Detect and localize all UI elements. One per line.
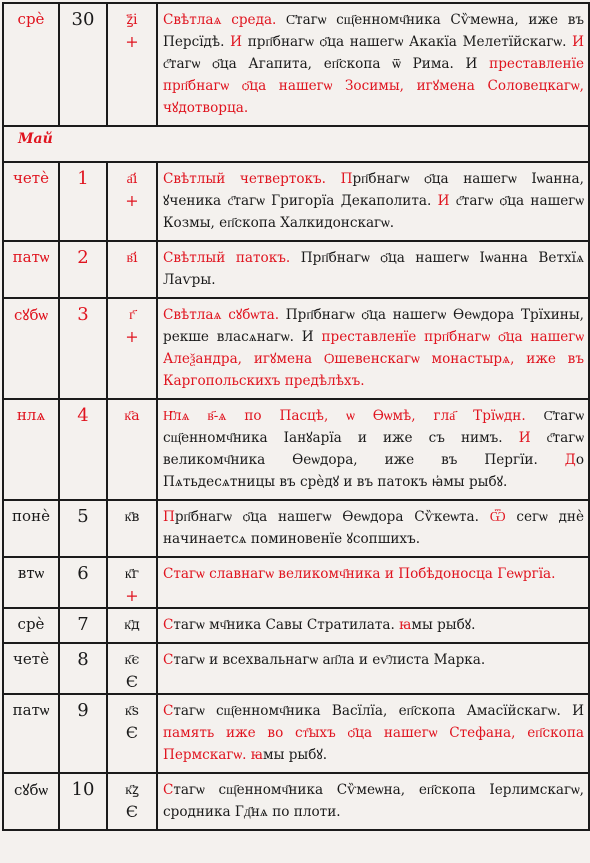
commemoration-cell [157,557,589,608]
church-date-cell [107,399,157,500]
commemoration-cell [157,643,589,694]
church-date-cell [107,694,157,773]
church-numeral: к҃г [124,566,140,582]
commemoration-text: с҃тагѡ ѻ҃ца Агапита, еп҃скопа ѿ Рима. И [163,56,490,72]
commemoration-text: тагѡ сщ҃енномч҃ника Сѷмеѡна, еп҃скопа Іерлимскагѡ, сродника Гд҃нѧ по плоти. [163,782,584,820]
church-numeral: к҃є [124,652,140,668]
date-number-cell: 10 [59,773,107,830]
commemoration-text: Д [564,452,576,468]
commemoration-text: С҃тагѡ сщ҃енномч҃ника Сѷмеѡна, иже въ Персїдѣ. [163,12,584,50]
church-date-cell [107,162,157,241]
commemoration-text: И [437,193,456,209]
commemoration-text: С҃тагѡ сщ҃енномч҃ника Іанꙋарїа и иже съ нимъ. [163,408,584,446]
commemoration-text: И [230,34,248,50]
commemoration-text: И [572,703,584,719]
date-number-cell: 4 [59,399,107,500]
feast-sign-icon: + [125,191,139,210]
commemoration-text: П [163,509,175,525]
commemoration-text: ꙗ [250,747,263,763]
commemoration-text: тагѡ мч҃ника Савы Стратилата. [173,617,400,633]
church-date-cell [107,500,157,557]
weekday-cell: патѡ [3,694,59,773]
calendar-body [3,3,589,830]
commemoration-cell [157,3,589,126]
church-date-cell [107,3,157,126]
commemoration-text: Прп҃бнагѡ ѻ҃ца нашегѡ Ѳеѡдора Трїхины, рекше власѧнагѡ. И [163,307,584,345]
menologion-table [2,2,590,831]
feast-sign-icon: Є [125,672,139,691]
commemoration-text: Свѣтлаѧ сꙋбѡта. [163,307,286,323]
feast-sign-icon: + [125,327,139,346]
weekday-cell: сꙋбѡ [3,773,59,830]
month-label: Май [3,126,589,162]
date-number-cell: 6 [59,557,107,608]
commemoration-text: с҃тагѡ ѻ҃ца нашегѡ Козмы, еп҃скопа Халкидонскагѡ. [163,193,584,231]
commemoration-text: память иже во ст҃ыхъ ѻ҃ца нашегѡ Стефана, еп҃скопа Пермскагѡ. [163,725,584,763]
date-number-cell: 7 [59,608,107,643]
commemoration-text: П [340,171,353,187]
church-numeral: а҃і [126,171,138,187]
commemoration-text: С [163,652,174,668]
date-number-cell: 1 [59,162,107,241]
commemoration-cell [157,399,589,500]
weekday-cell: четѐ [3,643,59,694]
church-date-cell [107,298,157,399]
calendar-row [3,608,589,643]
calendar-row [3,643,589,694]
commemoration-text: мы рыбꙋ. [411,617,476,633]
commemoration-text: рп҃бнагѡ ѻ҃ца нашегѡ Ѳеѡдора Сѷкеѡта. [174,509,490,525]
commemoration-text: преставленїе прп҃бнагѡ ѻ҃ца нашегѡ Алеѯандра, игꙋмена Ѻшевенскагѡ монастырѧ, иже въ Каргопольскихъ предѣлѣхъ. [163,329,584,389]
calendar-row [3,500,589,557]
church-date-cell [107,773,157,830]
feast-sign-icon: Є [125,723,139,742]
commemoration-text: Свѣтлый четвертокъ. [163,171,341,187]
church-numeral: г҃ [129,307,135,323]
commemoration-text: И [572,34,584,50]
commemoration-cell [157,162,589,241]
church-date-cell [107,643,157,694]
commemoration-cell [157,773,589,830]
calendar-row [3,3,589,126]
date-number-cell: 9 [59,694,107,773]
commemoration-cell [157,500,589,557]
church-numeral: к҃ꙁ [125,782,139,798]
calendar-row [3,162,589,241]
weekday-cell: срѐ [3,608,59,643]
commemoration-text: мы рыбꙋ. [263,747,328,763]
weekday-cell: понѐ [3,500,59,557]
church-numeral: к҃а [124,408,140,424]
calendar-row [3,694,589,773]
church-date-cell [107,557,157,608]
feast-sign-icon: + [125,586,139,605]
date-number-cell: 3 [59,298,107,399]
weekday-cell: сꙋбѡ [3,298,59,399]
date-number-cell: 2 [59,241,107,298]
date-number-cell: 30 [59,3,107,126]
church-numeral: в҃і [126,250,138,266]
weekday-cell: втѡ [3,557,59,608]
commemoration-text: тагѡ сщ҃енномч҃ника Васїлїа, еп҃скопа Амасїйскагѡ. [173,703,573,719]
commemoration-text: Н҃лѧ в҃-ѧ по Пасцѣ, ѡ Ѳѡмѣ, гла҃ Трїѡдн. [163,408,544,424]
commemoration-text: С [163,617,174,633]
commemoration-text: Свѣтлаѧ среда. [163,12,287,28]
church-numeral: к҃ѕ [125,703,139,719]
commemoration-text: сегѡ днѐ начинаетсѧ поминовенїе ꙋсопшихъ. [163,509,585,547]
commemoration-text: С [163,566,174,582]
church-numeral: к҃в [124,509,140,525]
calendar-row [3,298,589,399]
commemoration-text: И [518,430,547,446]
feast-sign-icon: Є [125,802,139,821]
calendar-row [3,399,589,500]
commemoration-text: преставленїе прп҃бнагѡ ѻ҃ца нашегѡ Зосимы, игꙋмена Соловецкагѡ, чꙋдотворца. [163,56,584,116]
commemoration-text: с҃тагѡ великомч҃ника Ѳеѡдора, иже въ Пергїи. [163,430,584,468]
commemoration-text: прп҃бнагѡ ѻ҃ца нашегѡ Акакїа Мелетїйскагѡ. [247,34,573,50]
commemoration-text: тагѡ и всехвальнагѡ ап҃ла и еѵ҃листа Марка. [173,652,486,668]
weekday-cell: срѐ [3,3,59,126]
commemoration-text: С [163,703,174,719]
date-number-cell: 8 [59,643,107,694]
commemoration-cell [157,694,589,773]
commemoration-text: Прп҃бнагѡ ѻ҃ца нашегѡ Іѡанна Ветхїѧ Лаѵры. [163,250,584,288]
church-numeral: к҃д [124,617,140,633]
commemoration-cell [157,298,589,399]
commemoration-text: С [163,782,174,798]
month-header-row [3,126,589,162]
church-date-cell [107,608,157,643]
weekday-cell: патѡ [3,241,59,298]
weekday-cell: нлѧ [3,399,59,500]
commemoration-cell [157,241,589,298]
commemoration-text: о Пѧтьдесѧтницы въ срѐдꙋ и въ патокъ ꙗ҆мы рыбꙋ. [163,452,584,490]
feast-sign-icon: + [125,32,139,51]
calendar-row [3,241,589,298]
commemoration-cell [157,608,589,643]
commemoration-text: Ѿ [489,509,517,525]
calendar-row [3,773,589,830]
commemoration-text: Свѣтлый патокъ. [163,250,301,266]
commemoration-text: тагѡ славнагѡ великомч҃ника и Побѣдоносца Геѡргїа. [173,566,556,582]
commemoration-text: ꙗ [399,617,412,633]
church-date-cell [107,241,157,298]
weekday-cell: четѐ [3,162,59,241]
commemoration-text: рп҃бнагѡ ѻ҃ца нашегѡ Іѡанна, ꙋченика с҃тагѡ Григорїа Декаполита. [163,171,584,209]
church-numeral: ꙁ҃і [126,12,138,28]
calendar-row [3,557,589,608]
date-number-cell: 5 [59,500,107,557]
